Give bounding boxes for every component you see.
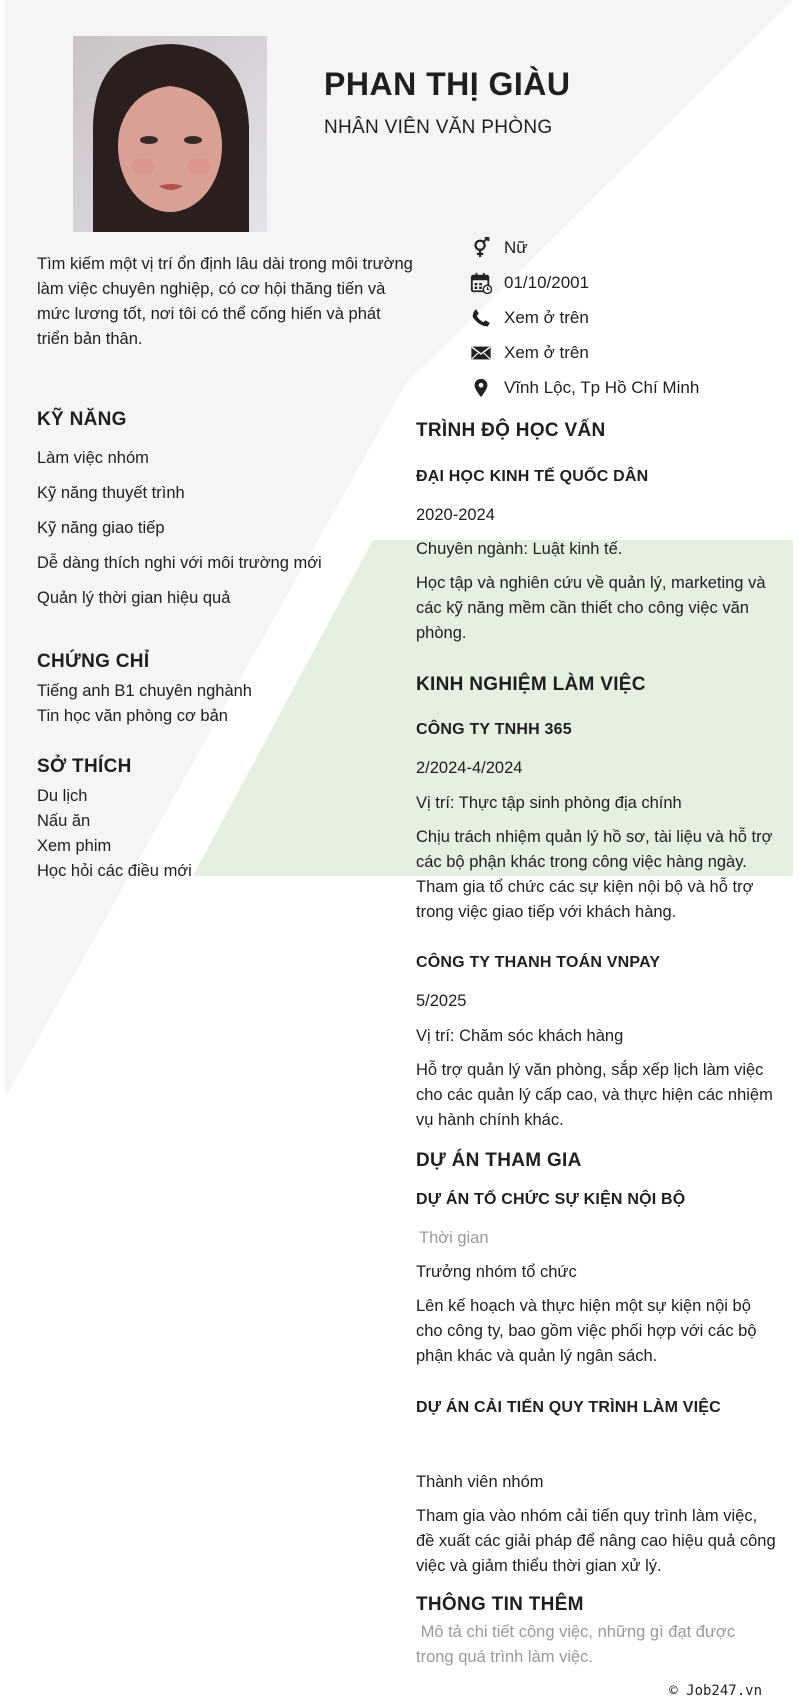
skill-item: Dễ dàng thích nghi với môi trường mới bbox=[37, 554, 322, 572]
portrait-photo bbox=[73, 36, 267, 232]
additional-info-title: THÔNG TIN THÊM bbox=[416, 1594, 584, 1615]
hobby-item: Xem phim bbox=[37, 837, 112, 855]
info-gender bbox=[470, 230, 790, 265]
job-company: CÔNG TY THANH TOÁN VNPAY bbox=[416, 954, 661, 971]
education-major: Chuyên ngành: Luật kinh tế. bbox=[416, 540, 623, 558]
job-description: Hỗ trợ quản lý văn phòng, sắp xếp lịch làm việc cho các quản lý cấp cao, và thực hiện các nhiệm vụ hành chính khác. bbox=[416, 1061, 773, 1129]
job-company: CÔNG TY TNHH 365 bbox=[416, 721, 572, 738]
skill-item: Kỹ năng giao tiếp bbox=[37, 519, 165, 537]
hobby-item: Du lịch bbox=[37, 787, 88, 805]
job-position: Vị trí: Thực tập sinh phòng địa chính bbox=[416, 794, 682, 812]
skill-item: Làm việc nhóm bbox=[37, 449, 149, 467]
project-time: Thời gian bbox=[419, 1229, 489, 1247]
project-name: DỰ ÁN CẢI TIẾN QUY TRÌNH LÀM VIỆC bbox=[416, 1399, 721, 1416]
education-school: ĐẠI HỌC KINH TẾ QUỐC DÂN bbox=[416, 468, 649, 485]
gender-value: Nữ bbox=[504, 237, 528, 257]
experience-title: KINH NGHIỆM LÀM VIỆC bbox=[416, 674, 646, 695]
project-role: Thành viên nhóm bbox=[416, 1473, 544, 1491]
info-birthday bbox=[470, 265, 790, 300]
phone-icon bbox=[470, 307, 492, 329]
mail-icon bbox=[470, 342, 492, 364]
skill-item: Quản lý thời gian hiệu quả bbox=[37, 589, 231, 607]
project-role: Trưởng nhóm tổ chức bbox=[416, 1263, 577, 1281]
career-objective: Tìm kiếm một vị trí ổn định lâu dài trong môi trường làm việc chuyên nghiệp, có cơ hội thăng tiến và mức lương tốt, nơi tôi có thể cống hiến và phát triển bản thân. bbox=[37, 255, 413, 348]
education-title: TRÌNH ĐỘ HỌC VẤN bbox=[416, 420, 606, 441]
address-value: Vĩnh Lộc, Tp Hồ Chí Minh bbox=[504, 377, 700, 397]
skills-title: KỸ NĂNG bbox=[37, 409, 127, 430]
info-email bbox=[470, 335, 790, 370]
education-period: 2020-2024 bbox=[416, 506, 495, 524]
job-period: 2/2024-4/2024 bbox=[416, 759, 523, 777]
location-icon bbox=[470, 377, 492, 399]
certificate-item: Tin học văn phòng cơ bản bbox=[37, 707, 228, 725]
additional-info-placeholder bbox=[416, 1620, 776, 1670]
info-address bbox=[470, 370, 790, 405]
personal-info bbox=[470, 230, 790, 405]
email-value: Xem ở trên bbox=[504, 342, 589, 362]
certificates-title: CHỨNG CHỈ bbox=[37, 651, 150, 672]
hobbies-section bbox=[37, 756, 417, 884]
job-position: Vị trí: Chăm sóc khách hàng bbox=[416, 1027, 624, 1045]
hobby-item: Học hỏi các điều mới bbox=[37, 862, 192, 880]
project-description: Lên kế hoạch và thực hiện một sự kiện nội bộ cho công ty, bao gồm việc phối hợp với các bộ phận khác và quản lý ngân sách. bbox=[416, 1297, 757, 1365]
candidate-name: PHAN THỊ GIÀU bbox=[324, 66, 571, 102]
avatar bbox=[73, 36, 267, 232]
job-description: Chịu trách nhiệm quản lý hồ sơ, tài liệu và hỗ trợ các bộ phận khác trong công việc hàng ngày. Tham gia tổ chức các sự kiện nội bộ và hỗ trợ trong việc giao tiếp với khách hàng. bbox=[416, 828, 773, 921]
additional-info-text: Mô tả chi tiết công việc, những gì đạt được trong quá trình làm việc. bbox=[416, 1623, 736, 1666]
skills-section bbox=[37, 409, 417, 616]
projects-title: DỰ ÁN THAM GIA bbox=[416, 1150, 582, 1171]
calendar-icon bbox=[470, 272, 492, 294]
candidate-title: NHÂN VIÊN VĂN PHÒNG bbox=[324, 117, 553, 138]
project-description: Tham gia vào nhóm cải tiến quy trình làm việc, đề xuất các giải pháp để nâng cao hiệu quả công việc và giảm thiểu thời gian xử lý. bbox=[416, 1507, 776, 1575]
hobbies-title: SỞ THÍCH bbox=[37, 756, 132, 777]
skill-item: Kỹ năng thuyết trình bbox=[37, 484, 185, 502]
watermark: © Job247.vn bbox=[669, 1683, 762, 1699]
education-description: Học tập và nghiên cứu về quản lý, marketing và các kỹ năng mềm cần thiết cho công việc văn phòng. bbox=[416, 574, 766, 642]
gender-icon bbox=[470, 237, 492, 259]
certificates-section bbox=[37, 651, 417, 729]
phone-value: Xem ở trên bbox=[504, 307, 589, 327]
certificate-item: Tiếng anh B1 chuyên nghành bbox=[37, 682, 252, 700]
project-name: DỰ ÁN TỔ CHỨC SỰ KIỆN NỘI BỘ bbox=[416, 1191, 686, 1208]
info-phone bbox=[470, 300, 790, 335]
birthday-value: 01/10/2001 bbox=[504, 272, 590, 292]
job-period: 5/2025 bbox=[416, 992, 467, 1010]
hobby-item: Nấu ăn bbox=[37, 812, 91, 830]
